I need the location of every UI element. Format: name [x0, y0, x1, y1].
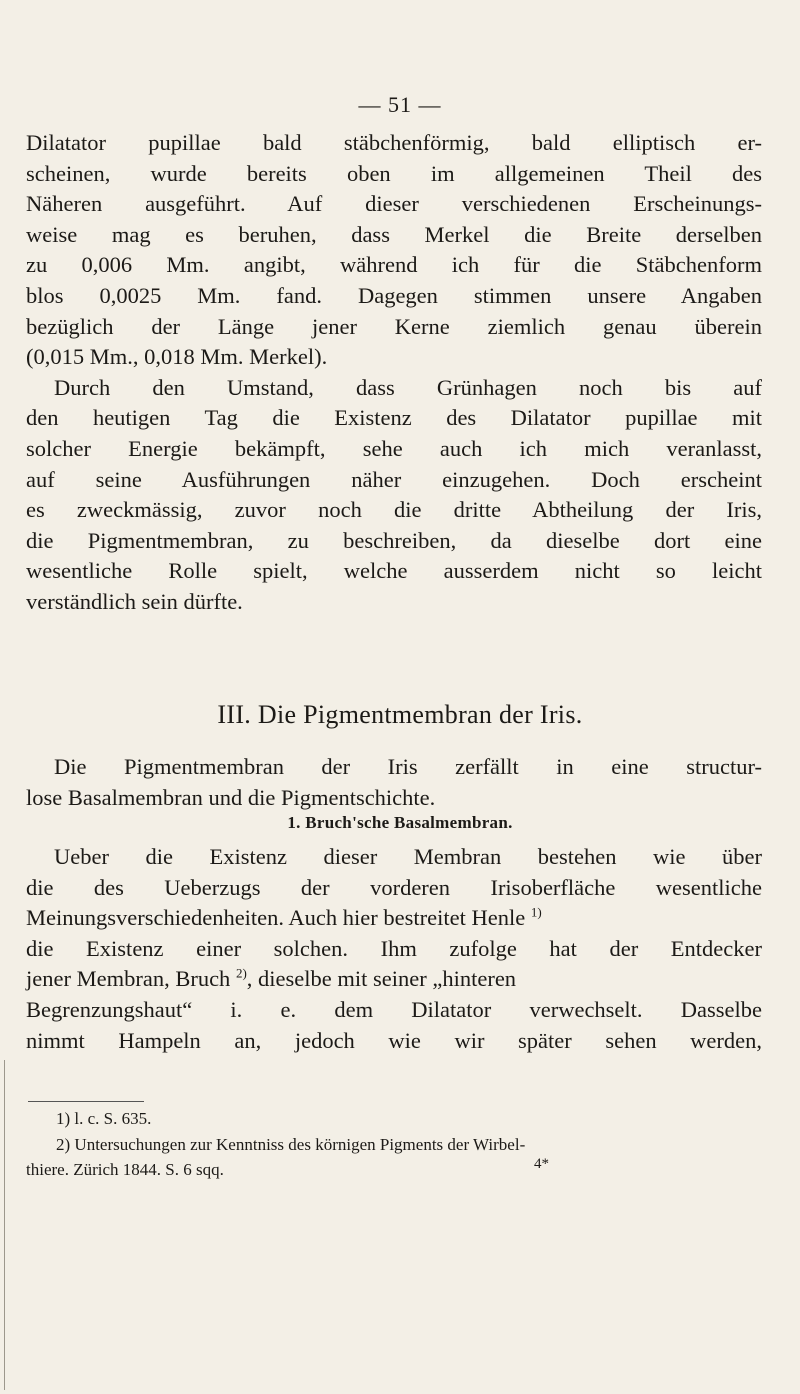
text-line: auf seine Ausführungen näher einzugehen. Doch erscheint — [26, 466, 762, 492]
footnote-ref: 1) — [530, 904, 542, 920]
signature-mark: 4* — [534, 1156, 549, 1172]
text-line: weise mag es beruhen, dass Merkel die Breite derselben — [26, 221, 762, 247]
text-line: scheinen, wurde bereits oben im allgemeinen Theil des — [26, 160, 762, 186]
footnote-divider — [28, 1101, 144, 1102]
footnote: 2) Untersuchungen zur Kenntniss des körnigen Pigments der Wirbel- — [56, 1134, 526, 1154]
text-segment: jener Membran, Bruch — [26, 966, 231, 992]
text-line: verständlich sein dürfte. — [26, 588, 243, 614]
text-line: Dilatator pupillae bald stäbchenförmig, bald elliptisch er- — [26, 130, 762, 155]
footnote-ref: 2) — [235, 965, 247, 981]
text-line: blos 0,0025 Mm. fand. Dagegen stimmen unsere Angaben — [26, 282, 762, 308]
text-line: die des Ueberzugs der vorderen Irisoberfläche wesentliche — [26, 874, 762, 900]
subsection-paragraph — [26, 842, 762, 1056]
text-line: die Pigmentmembran, zu beschreiben, da dieselbe dort eine — [26, 527, 762, 553]
text-segment: , dieselbe mit seiner „hinteren — [246, 966, 517, 992]
text-line: es zweckmässig, zuvor noch die dritte Abtheilung der Iris, — [26, 497, 762, 523]
text-line: (0,015 Mm., 0,018 Mm. Merkel). — [26, 344, 328, 370]
footnote: thiere. Zürich 1844. S. 6 sqq. — [26, 1160, 224, 1179]
text-line: Begrenzungshaut“ i. e. dem Dilatator verwechselt. Dasselbe — [26, 996, 762, 1022]
text-line — [26, 903, 762, 934]
section-heading: III. Die Pigmentmembran der Iris. — [217, 700, 583, 729]
text-line: Durch den Umstand, dass Grünhagen noch bis auf — [54, 374, 762, 400]
page-number: — 51 — — [358, 92, 442, 117]
text-line: lose Basalmembran und die Pigmentschichte. — [26, 784, 436, 810]
text-line: Ueber die Existenz dieser Membran bestehen wie über — [54, 844, 762, 869]
text-line: nimmt Hampeln an, jedoch wie wir später sehen werden, — [26, 1027, 762, 1053]
text-segment: Meinungsverschiedenheiten. Auch hier bestreitet Henle — [26, 905, 526, 931]
page-edge-line — [4, 1060, 5, 1390]
subsection-heading: 1. Bruch'sche Basalmembran. — [287, 813, 513, 832]
text-line: zu 0,006 Mm. angibt, während ich für die Stäbchenform — [26, 252, 762, 278]
text-line: die Existenz einer solchen. Ihm zufolge hat der Entdecker — [26, 935, 762, 961]
footnote: 1) l. c. S. 635. — [56, 1109, 152, 1128]
text-line: bezüglich der Länge jener Kerne ziemlich genau überein — [26, 313, 762, 339]
text-line — [26, 964, 762, 995]
footnotes — [26, 1106, 766, 1183]
text-line: wesentliche Rolle spielt, welche ausserdem nicht so leicht — [26, 558, 762, 584]
section-intro — [26, 752, 762, 813]
text-line: Näheren ausgeführt. Auf dieser verschiedenen Erscheinungs- — [26, 191, 762, 217]
text-line: den heutigen Tag die Existenz des Dilatator pupillae mit — [26, 405, 762, 431]
text-line: solcher Energie bekämpft, sehe auch ich mich veranlasst, — [26, 435, 762, 461]
text-line: Die Pigmentmembran der Iris zerfällt in eine structur- — [54, 754, 762, 779]
body-paragraphs — [26, 128, 762, 618]
